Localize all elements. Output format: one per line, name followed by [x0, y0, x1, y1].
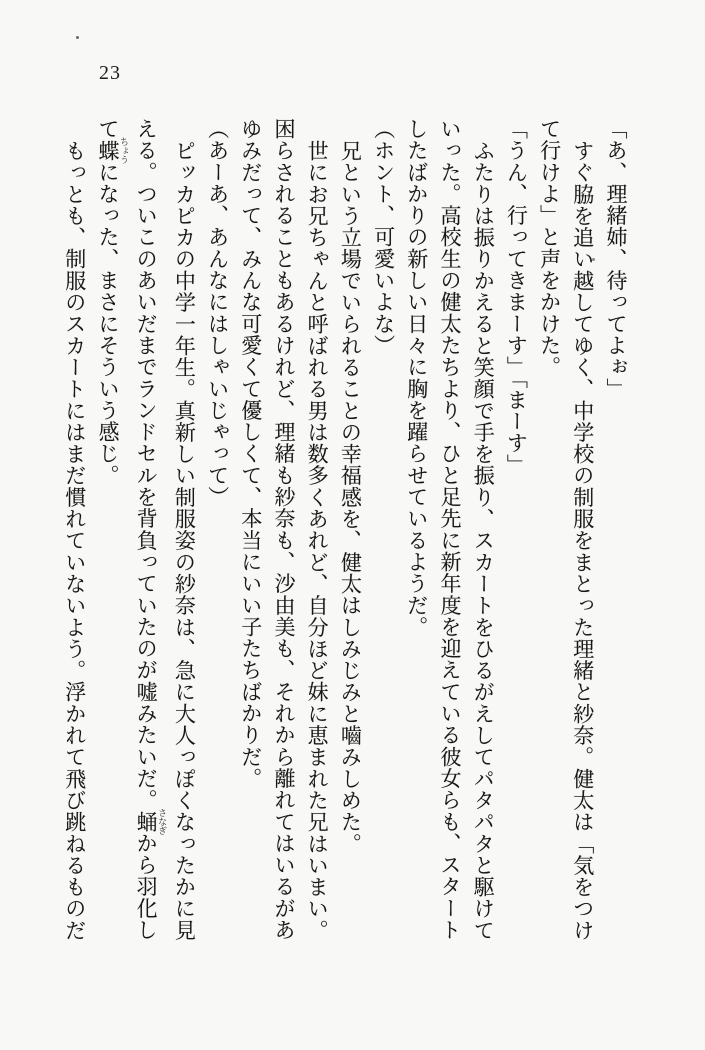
text-column: （あーあ、あんなにはしゃいじゃって）: [205, 118, 230, 508]
text-column: て行けよ」と声をかけた。: [537, 118, 562, 378]
text-column: 困らされることもあるけれど、理緒も紗奈も、沙由美も、それから離れてはいるがあ: [271, 118, 296, 941]
text-column: 兄という立場でいられることの幸福感を、健太はしみじみと嚙みしめた。: [338, 139, 363, 855]
page-number: 23: [99, 62, 121, 84]
text-column: ピッカピカの中学一年生。真新しい制服姿の紗奈は、急に大人っぽくなったかに見: [172, 139, 197, 941]
text-column: すぐ脇を追い越してゆく、中学校の制服をまとった理緒と紗奈。健太は「気をつけ: [570, 139, 595, 941]
text-column: したばかりの新しい日々に胸を躍らせているようだ。: [404, 118, 429, 638]
vertical-text-block: [58, 118, 632, 942]
text-column: える。ついこのあいだまでランドセルを背負っていたのが嘘みたいだ。蛹 さなぎから羽化し: [134, 118, 168, 941]
text-column: 「うん、行ってきまーす」「まーす」: [504, 118, 529, 476]
text-column: て蝶 ちょうになった、まさにそういう感じ。: [95, 118, 129, 487]
text-column: ふたりは振りかえると笑顔で手を振り、スカートをひるがえしてパタパタと駆けて: [471, 139, 496, 941]
text-column: いった。高校生の健太たちより、ひと足先に新年度を迎えている彼女らも、スタート: [437, 118, 462, 941]
text-column: 世にお兄ちゃんと呼ばれる男は数多くあれど、自分ほど妹に恵まれた兄はいまい。: [305, 139, 330, 941]
scan-speck: [76, 36, 79, 39]
text-column: （ホント、可愛いよな）: [371, 118, 396, 357]
text-column: もっとも、制服のスカートにはまだ慣れていないよう。浮かれて飛び跳ねるものだ: [62, 139, 87, 941]
text-column: ゆみだって、みんな可愛くて優しくて、本当にいい子たちばかりだ。: [238, 118, 263, 790]
text-column: 「あ、理緒姉、待ってよぉ」: [604, 118, 628, 400]
